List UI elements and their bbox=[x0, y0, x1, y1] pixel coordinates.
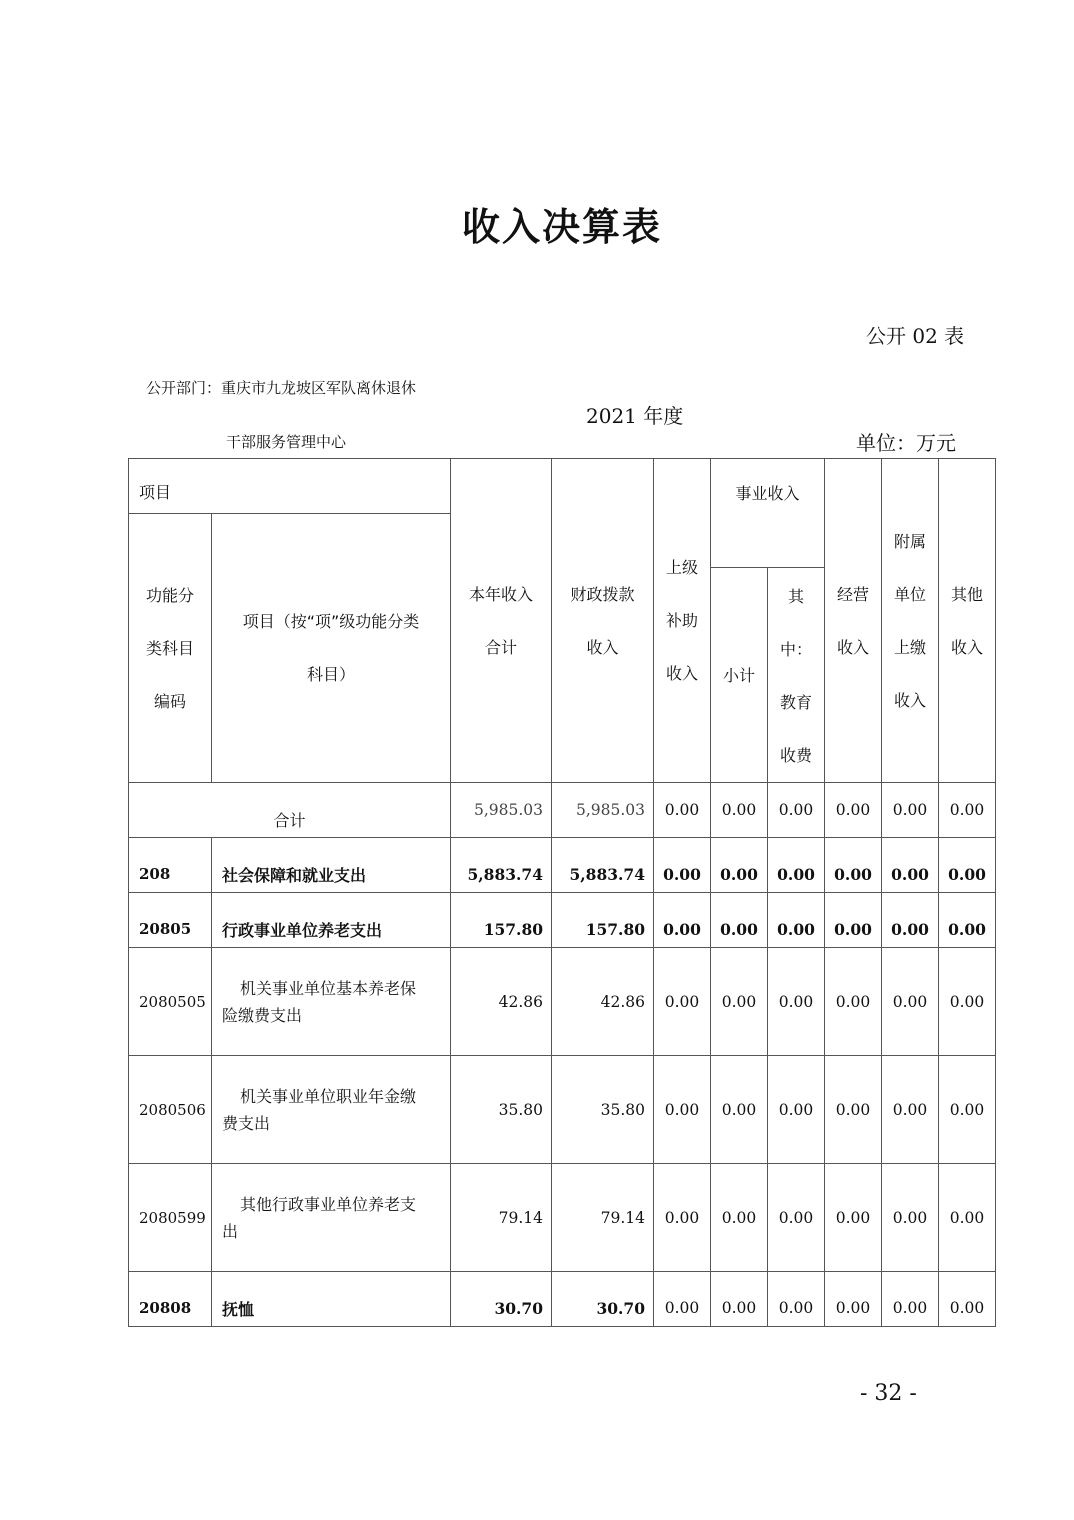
income-table bbox=[128, 458, 996, 1327]
row-code: 2080506 bbox=[129, 1056, 212, 1164]
row-name: 社会保障和就业支出 bbox=[212, 838, 451, 893]
row-value: 0.00 bbox=[768, 1056, 825, 1164]
row-value: 0.00 bbox=[654, 893, 711, 948]
row-value: 0.00 bbox=[939, 893, 996, 948]
table-row bbox=[129, 838, 996, 893]
table-row bbox=[129, 1056, 996, 1164]
total-value: 5,985.03 bbox=[552, 783, 654, 838]
row-value: 0.00 bbox=[882, 838, 939, 893]
row-value: 0.00 bbox=[825, 893, 882, 948]
row-name: 行政事业单位养老支出 bbox=[212, 893, 451, 948]
row-value: 5,883.74 bbox=[552, 838, 654, 893]
row-value: 0.00 bbox=[882, 1164, 939, 1272]
row-value: 0.00 bbox=[825, 838, 882, 893]
total-value: 5,985.03 bbox=[451, 783, 552, 838]
row-value: 30.70 bbox=[552, 1272, 654, 1327]
row-value: 0.00 bbox=[711, 1272, 768, 1327]
row-value: 0.00 bbox=[768, 1272, 825, 1327]
form-number: 公开 02 表 bbox=[866, 324, 965, 348]
row-value: 30.70 bbox=[451, 1272, 552, 1327]
row-value: 157.80 bbox=[451, 893, 552, 948]
row-value: 0.00 bbox=[882, 893, 939, 948]
header-upper: 上级 补助 收入 bbox=[654, 459, 711, 783]
row-value: 0.00 bbox=[711, 838, 768, 893]
table-row bbox=[129, 948, 996, 1056]
row-value: 35.80 bbox=[451, 1056, 552, 1164]
header-business: 经营 收入 bbox=[825, 459, 882, 783]
header-affiliated: 附属 单位 上缴 收入 bbox=[882, 459, 939, 783]
total-row bbox=[129, 783, 996, 838]
row-value: 0.00 bbox=[654, 1056, 711, 1164]
table-row bbox=[129, 1272, 996, 1327]
total-value: 0.00 bbox=[939, 783, 996, 838]
row-name: 其他行政事业单位养老支 出 bbox=[212, 1164, 451, 1272]
row-value: 0.00 bbox=[825, 1164, 882, 1272]
row-value: 0.00 bbox=[825, 948, 882, 1056]
unit-label: 单位：万元 bbox=[856, 431, 956, 455]
row-value: 0.00 bbox=[939, 948, 996, 1056]
table-row bbox=[129, 893, 996, 948]
total-label: 合计 bbox=[129, 783, 451, 838]
header-other: 其他 收入 bbox=[939, 459, 996, 783]
row-value: 0.00 bbox=[939, 1272, 996, 1327]
row-value: 0.00 bbox=[939, 1164, 996, 1272]
row-name: 机关事业单位基本养老保 险缴费支出 bbox=[212, 948, 451, 1056]
row-value: 0.00 bbox=[654, 1272, 711, 1327]
row-value: 0.00 bbox=[768, 1164, 825, 1272]
total-value: 0.00 bbox=[825, 783, 882, 838]
row-value: 0.00 bbox=[768, 948, 825, 1056]
total-value: 0.00 bbox=[711, 783, 768, 838]
row-value: 0.00 bbox=[654, 948, 711, 1056]
row-name: 抚恤 bbox=[212, 1272, 451, 1327]
header-total: 本年收入 合计 bbox=[451, 459, 552, 783]
header-code: 功能分 类科目 编码 bbox=[129, 514, 212, 783]
row-value: 79.14 bbox=[552, 1164, 654, 1272]
row-value: 42.86 bbox=[552, 948, 654, 1056]
header-subtotal: 小计 bbox=[711, 568, 768, 783]
row-value: 5,883.74 bbox=[451, 838, 552, 893]
row-code: 20808 bbox=[129, 1272, 212, 1327]
total-value: 0.00 bbox=[654, 783, 711, 838]
row-value: 0.00 bbox=[654, 838, 711, 893]
row-value: 0.00 bbox=[939, 838, 996, 893]
row-value: 35.80 bbox=[552, 1056, 654, 1164]
row-value: 79.14 bbox=[451, 1164, 552, 1272]
row-code: 208 bbox=[129, 838, 212, 893]
row-value: 0.00 bbox=[711, 893, 768, 948]
row-value: 0.00 bbox=[825, 1272, 882, 1327]
row-value: 0.00 bbox=[711, 948, 768, 1056]
row-value: 0.00 bbox=[939, 1056, 996, 1164]
table-row bbox=[129, 1164, 996, 1272]
row-code: 20805 bbox=[129, 893, 212, 948]
row-value: 42.86 bbox=[451, 948, 552, 1056]
total-value: 0.00 bbox=[768, 783, 825, 838]
header-education-fee: 其 中： 教育 收费 bbox=[768, 568, 825, 783]
row-name: 机关事业单位职业年金缴 费支出 bbox=[212, 1056, 451, 1164]
total-value: 0.00 bbox=[882, 783, 939, 838]
row-value: 0.00 bbox=[768, 893, 825, 948]
row-value: 0.00 bbox=[711, 1164, 768, 1272]
department-line-2: 干部服务管理中心 bbox=[226, 433, 347, 451]
row-value: 0.00 bbox=[825, 1056, 882, 1164]
header-fiscal: 财政拨款 收入 bbox=[552, 459, 654, 783]
page-number: - 32 - bbox=[860, 1381, 917, 1406]
row-value: 0.00 bbox=[768, 838, 825, 893]
row-code: 2080505 bbox=[129, 948, 212, 1056]
header-career: 事业收入 bbox=[711, 459, 825, 568]
fiscal-year: 2021 年度 bbox=[586, 404, 684, 428]
row-value: 0.00 bbox=[882, 948, 939, 1056]
row-value: 0.00 bbox=[711, 1056, 768, 1164]
page-title: 收入决算表 bbox=[461, 205, 662, 249]
row-value: 0.00 bbox=[882, 1272, 939, 1327]
row-value: 0.00 bbox=[654, 1164, 711, 1272]
header-name: 项目（按“项”级功能分类 科目） bbox=[212, 514, 451, 783]
row-value: 157.80 bbox=[552, 893, 654, 948]
header-project: 项目 bbox=[129, 459, 451, 514]
row-code: 2080599 bbox=[129, 1164, 212, 1272]
row-value: 0.00 bbox=[882, 1056, 939, 1164]
department-line-1: 公开部门：重庆市九龙坡区军队离休退休 bbox=[146, 379, 417, 397]
